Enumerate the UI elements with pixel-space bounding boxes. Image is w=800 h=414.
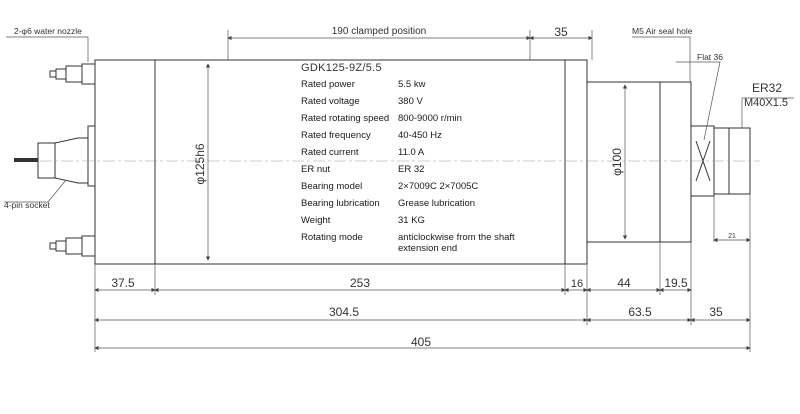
callout-air-seal: M5 Air seal hole — [632, 26, 693, 36]
dim-405: 405 — [410, 335, 432, 349]
spec-label: Rotating mode — [301, 232, 363, 243]
dim-35: 35 — [709, 305, 723, 319]
spec-label: Rated rotating speed — [301, 113, 390, 124]
dim-16: 16 — [570, 278, 584, 290]
model-number: GDK125-9Z/5.5 — [301, 62, 382, 74]
callout-socket: 4-pin socket — [4, 200, 50, 210]
dim-44: 44 — [617, 276, 631, 290]
spec-value: 2×7009C 2×7005C — [398, 181, 479, 192]
callout-water-nozzle: 2-φ6 water nozzle — [14, 26, 82, 36]
spec-label: Weight — [301, 215, 331, 226]
dim-body-diameter: φ125h6 — [193, 143, 207, 185]
dim-37-5: 37.5 — [111, 276, 135, 290]
spec-value: ER 32 — [398, 164, 425, 175]
spec-label: Rated voltage — [301, 96, 360, 107]
spec-value: 800-9000 r/min — [398, 113, 462, 124]
spec-value: anticlockwise from the shaft — [398, 232, 515, 243]
spec-value: 11.0 A — [398, 147, 425, 158]
spec-value-continued: extension end — [398, 243, 458, 254]
spec-label: Bearing lubrication — [301, 198, 380, 209]
spec-table — [301, 79, 515, 259]
spec-label: ER nut — [301, 164, 331, 175]
dim-front-diameter: φ100 — [610, 148, 624, 176]
dim-clamped: 190 clamped position — [331, 26, 427, 37]
spec-label: Bearing model — [301, 181, 363, 192]
spec-label: Rated current — [301, 147, 359, 158]
callout-flat: Flat 36 — [697, 52, 723, 62]
dim-21: 21 — [728, 233, 736, 240]
spec-value: Grease lubrication — [398, 198, 476, 209]
spec-value: 31 KG — [398, 215, 425, 226]
callout-er-nut: ER32 — [752, 81, 783, 95]
spec-value: 5.5 kw — [398, 79, 426, 90]
spec-value: 40-450 Hz — [398, 130, 442, 141]
dim-19-5: 19.5 — [664, 276, 688, 290]
dim-304-5: 304.5 — [328, 305, 360, 319]
dim-63-5: 63.5 — [628, 305, 652, 319]
spec-label: Rated frequency — [301, 130, 371, 141]
spec-label: Rated power — [301, 79, 355, 90]
callout-thread: M40X1.5 — [744, 97, 789, 109]
spindle-nose — [587, 82, 691, 242]
dim-top-35: 35 — [554, 25, 568, 39]
dim-253: 253 — [349, 276, 371, 290]
spec-value: 380 V — [398, 96, 423, 107]
